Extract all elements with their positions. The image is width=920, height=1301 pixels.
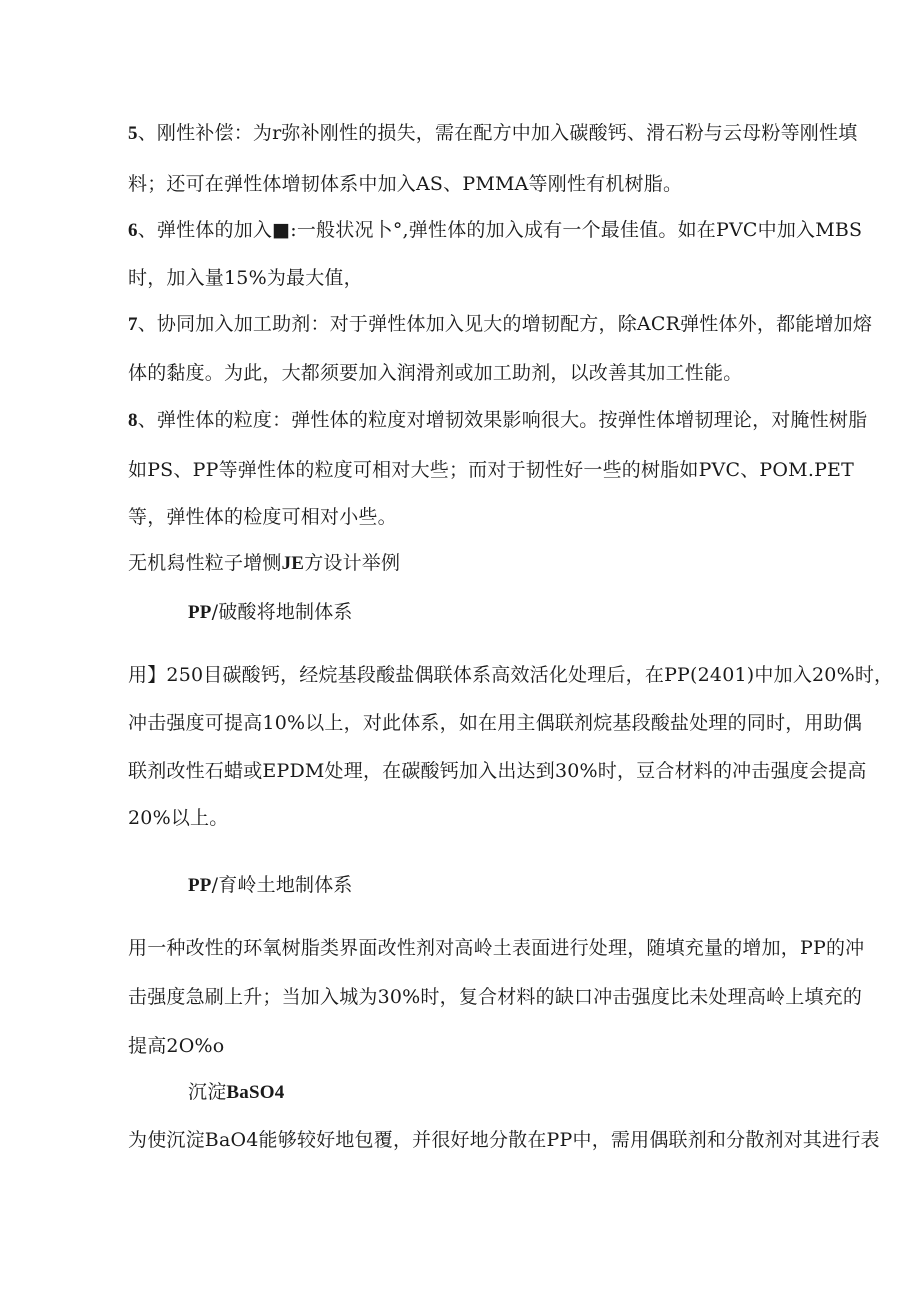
- para-1-line-1: 用】250目碳酸钙，经烷基段酸盐偶联体系高效活化处理后，在PP(2401)中加入20%时，: [128, 664, 894, 686]
- para-1-line-3: 联剂改性石蜡或EPDM处理，在碳酸钙加入出达到30%时，豆合材料的冲击强度会提高: [128, 760, 867, 782]
- item-6-number: 6: [128, 220, 138, 241]
- item-8-text: 、弹性体的粒度：弹性体的粒度对增韧效果影响很大。按弹性体增韧理论，对腌性树脂: [137, 409, 868, 431]
- section-heading-pre: 无机舄性粒子增恻: [128, 552, 282, 574]
- section-heading: [128, 551, 912, 576]
- item-7-line-2: 体的黏度。为此，大都须要加入润滑剂或加工助剂，以改善其加工性能。: [128, 362, 743, 384]
- para-1-line-2: 冲击强度可提高10%以上，对此体系，如在用主偶联剂烷基段酸盐处理的同时，用助偶: [128, 712, 863, 734]
- item-5-number: 5: [128, 123, 138, 144]
- section-heading-bold: JE: [281, 553, 305, 574]
- subheading-baso4-bold: BaSO4: [226, 1082, 285, 1103]
- subheading-baso4: [188, 1080, 912, 1105]
- item-6-text: 、弹性体的加入■:一般状况卜°,弹性体的加入成有一个最佳值。如在PVC中加入MBS: [137, 219, 863, 241]
- item-6-line-1: [128, 218, 912, 243]
- para-2-line-1: 用一种改性的环氧树脂类界面改性剂对高岭土表面进行处理，随填充量的增加，PP的冲: [128, 937, 865, 959]
- para-3-line-1: 为使沉淀BaO4能够较好地包覆，并很好地分散在PP中，需用偶联剂和分散剂对其进行表: [128, 1129, 880, 1151]
- subheading-pp-caco3-rest: /破酸将地制体系: [211, 601, 353, 623]
- item-5-text: 、刚性补偿：为r弥补刚性的损失，需在配方中加入碳酸钙、滑石粉与云母粉等刚性填: [137, 122, 858, 144]
- item-7-number: 7: [128, 314, 138, 335]
- item-5-line-1: [128, 121, 912, 146]
- item-8-line-1: [128, 408, 912, 433]
- subheading-pp-kaolin-bold: PP: [188, 875, 212, 896]
- section-heading-post: 方设计举例: [304, 552, 401, 574]
- subheading-pp-caco3: [188, 600, 912, 625]
- subheading-pp-kaolin-rest: /育岭土地制体系: [211, 874, 353, 896]
- subheading-pp-kaolin: [188, 873, 912, 898]
- subheading-baso4-pre: 沉淀: [188, 1081, 227, 1103]
- subheading-pp-caco3-bold: PP: [188, 602, 212, 623]
- item-5-line-2: 料；还可在弹性体增韧体系中加入AS、PMMA等刚性有机树脂。: [128, 173, 683, 195]
- item-8-line-3: 等，弹性体的检度可相对小些。: [128, 506, 397, 528]
- para-2-line-3: 提高2O%o: [128, 1035, 225, 1057]
- item-7-line-1: [128, 312, 912, 337]
- item-6-line-2: 时，加入量15%为最大值，: [128, 267, 363, 289]
- para-1-line-4: 20%以上。: [128, 807, 229, 829]
- item-8-line-2: 如PS、PP等弹性体的粒度可相对大些；而对于韧性好一些的树脂如PVC、POM.PET: [128, 459, 854, 481]
- item-8-number: 8: [128, 410, 138, 431]
- para-2-line-2: 击强度急刷上升；当加入城为30%时，复合材料的缺口冲击强度比未处理高岭上填充的: [128, 986, 863, 1008]
- item-7-text: 、协同加入加工助剂：对于弹性体加入见大的增韧配方，除ACR弹性体外，都能增加熔: [137, 313, 873, 335]
